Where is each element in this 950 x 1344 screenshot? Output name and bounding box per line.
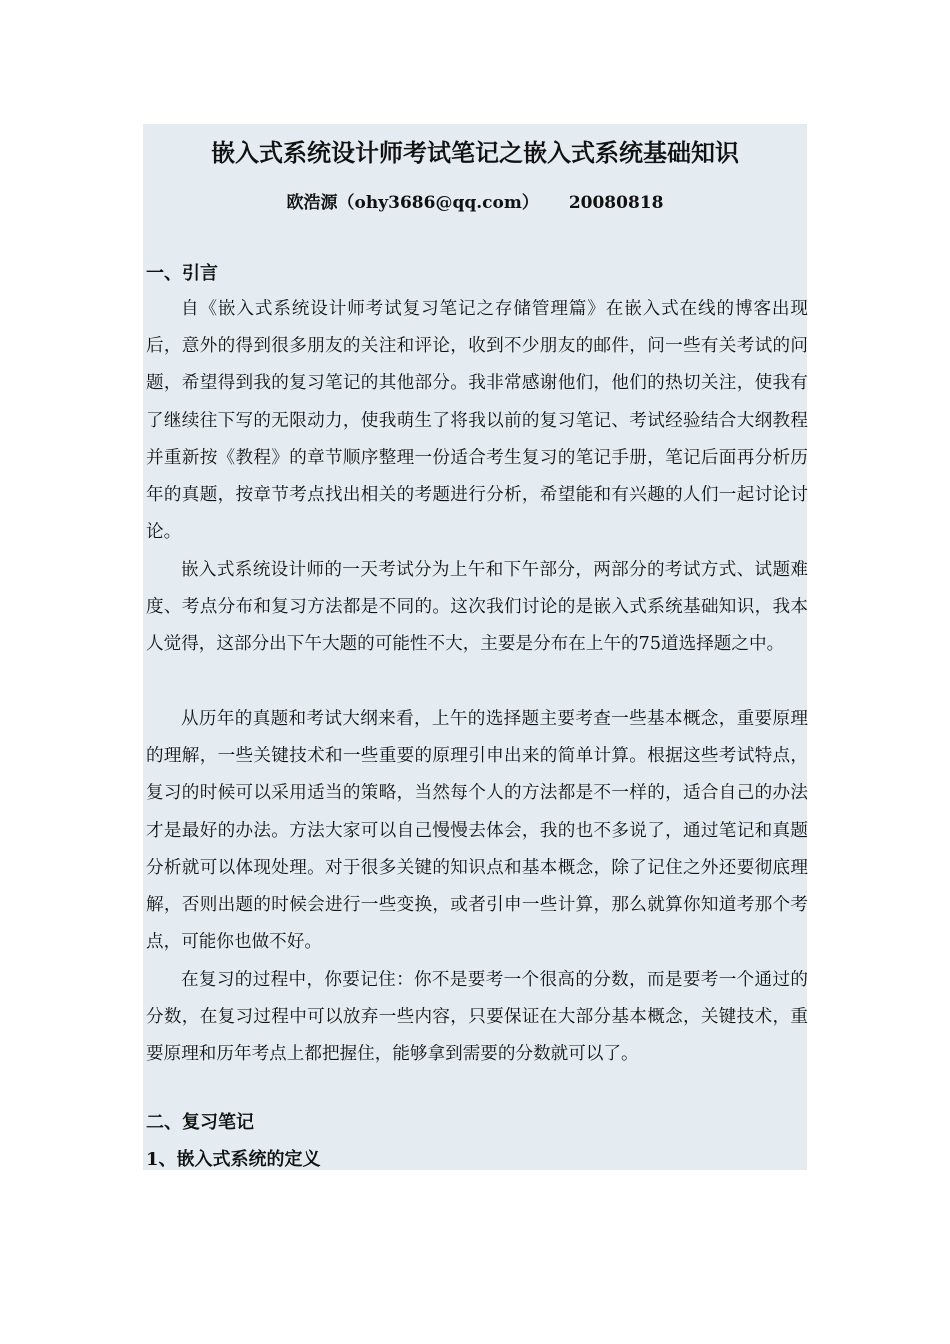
section-heading-review-notes: 二、复习笔记 xyxy=(146,1112,254,1133)
subsection-heading-definition: 1、嵌入式系统的定义 xyxy=(146,1149,321,1170)
paragraph-1: 自《嵌入式系统设计师考试复习笔记之存储管理篇》在嵌入式在线的博客出现后，意外的得到很多朋友的关注和评论，收到不少朋友的邮件，问一些有关考试的问题，希望得到我的复习笔记的其他部分。我非常感谢他们，他们的热切关注，使我有了继续往下写的无限动力，使我萌生了将我以前的复习笔记、考试经验结合大纲教程并重新按《教程》的章节顺序整理一份适合考生复习的笔记手册，笔记后面再分析历年的真题，按章节考点找出相关的考题进行分析，希望能和有兴趣的人们一起讨论讨论。 xyxy=(146,299,808,543)
document-title: 嵌入式系统设计师考试笔记之嵌入式系统基础知识 xyxy=(211,138,739,167)
author-name: 欧浩源（ohy3686@qq.com） xyxy=(286,193,539,213)
section-heading-introduction: 一、引言 xyxy=(146,263,218,284)
paragraph-2: 嵌入式系统设计师的一天考试分为上午和下午部分，两部分的考试方式、试题难度、考点分布和复习方法都是不同的。这次我们讨论的是嵌入式系统基础知识，我本人觉得，这部分出下午大题的可能性不大，主要是分布在上午的75道选择题之中。 xyxy=(146,560,808,655)
paragraph-4: 在复习的过程中，你要记住：你不是要考一个很高的分数，而是要考一个通过的分数，在复习过程中可以放弃一些内容，只要保证在大部分基本概念，关键技术，重要原理和历年考点上都把握住，能够拿到需要的分数就可以了。 xyxy=(146,970,808,1065)
document-date: 20080818 xyxy=(568,193,664,213)
author-line xyxy=(143,190,807,216)
paragraph-3: 从历年的真题和考试大纲来看，上午的选择题主要考查一些基本概念，重要原理的理解，一些关键技术和一些重要的原理引申出来的简单计算。根据这些考试特点，复习的时候可以采用适当的策略，当然每个人的方法都是不一样的，适合自己的办法才是最好的办法。方法大家可以自己慢慢去体会，我的也不多说了，通过笔记和真题分析就可以体现处理。对于很多关键的知识点和基本概念，除了记住之外还要彻底理解，否则出题的时候会进行一些变换，或者引申一些计算，那么就算你知道考那个考点，可能你也做不好。 xyxy=(146,709,808,953)
